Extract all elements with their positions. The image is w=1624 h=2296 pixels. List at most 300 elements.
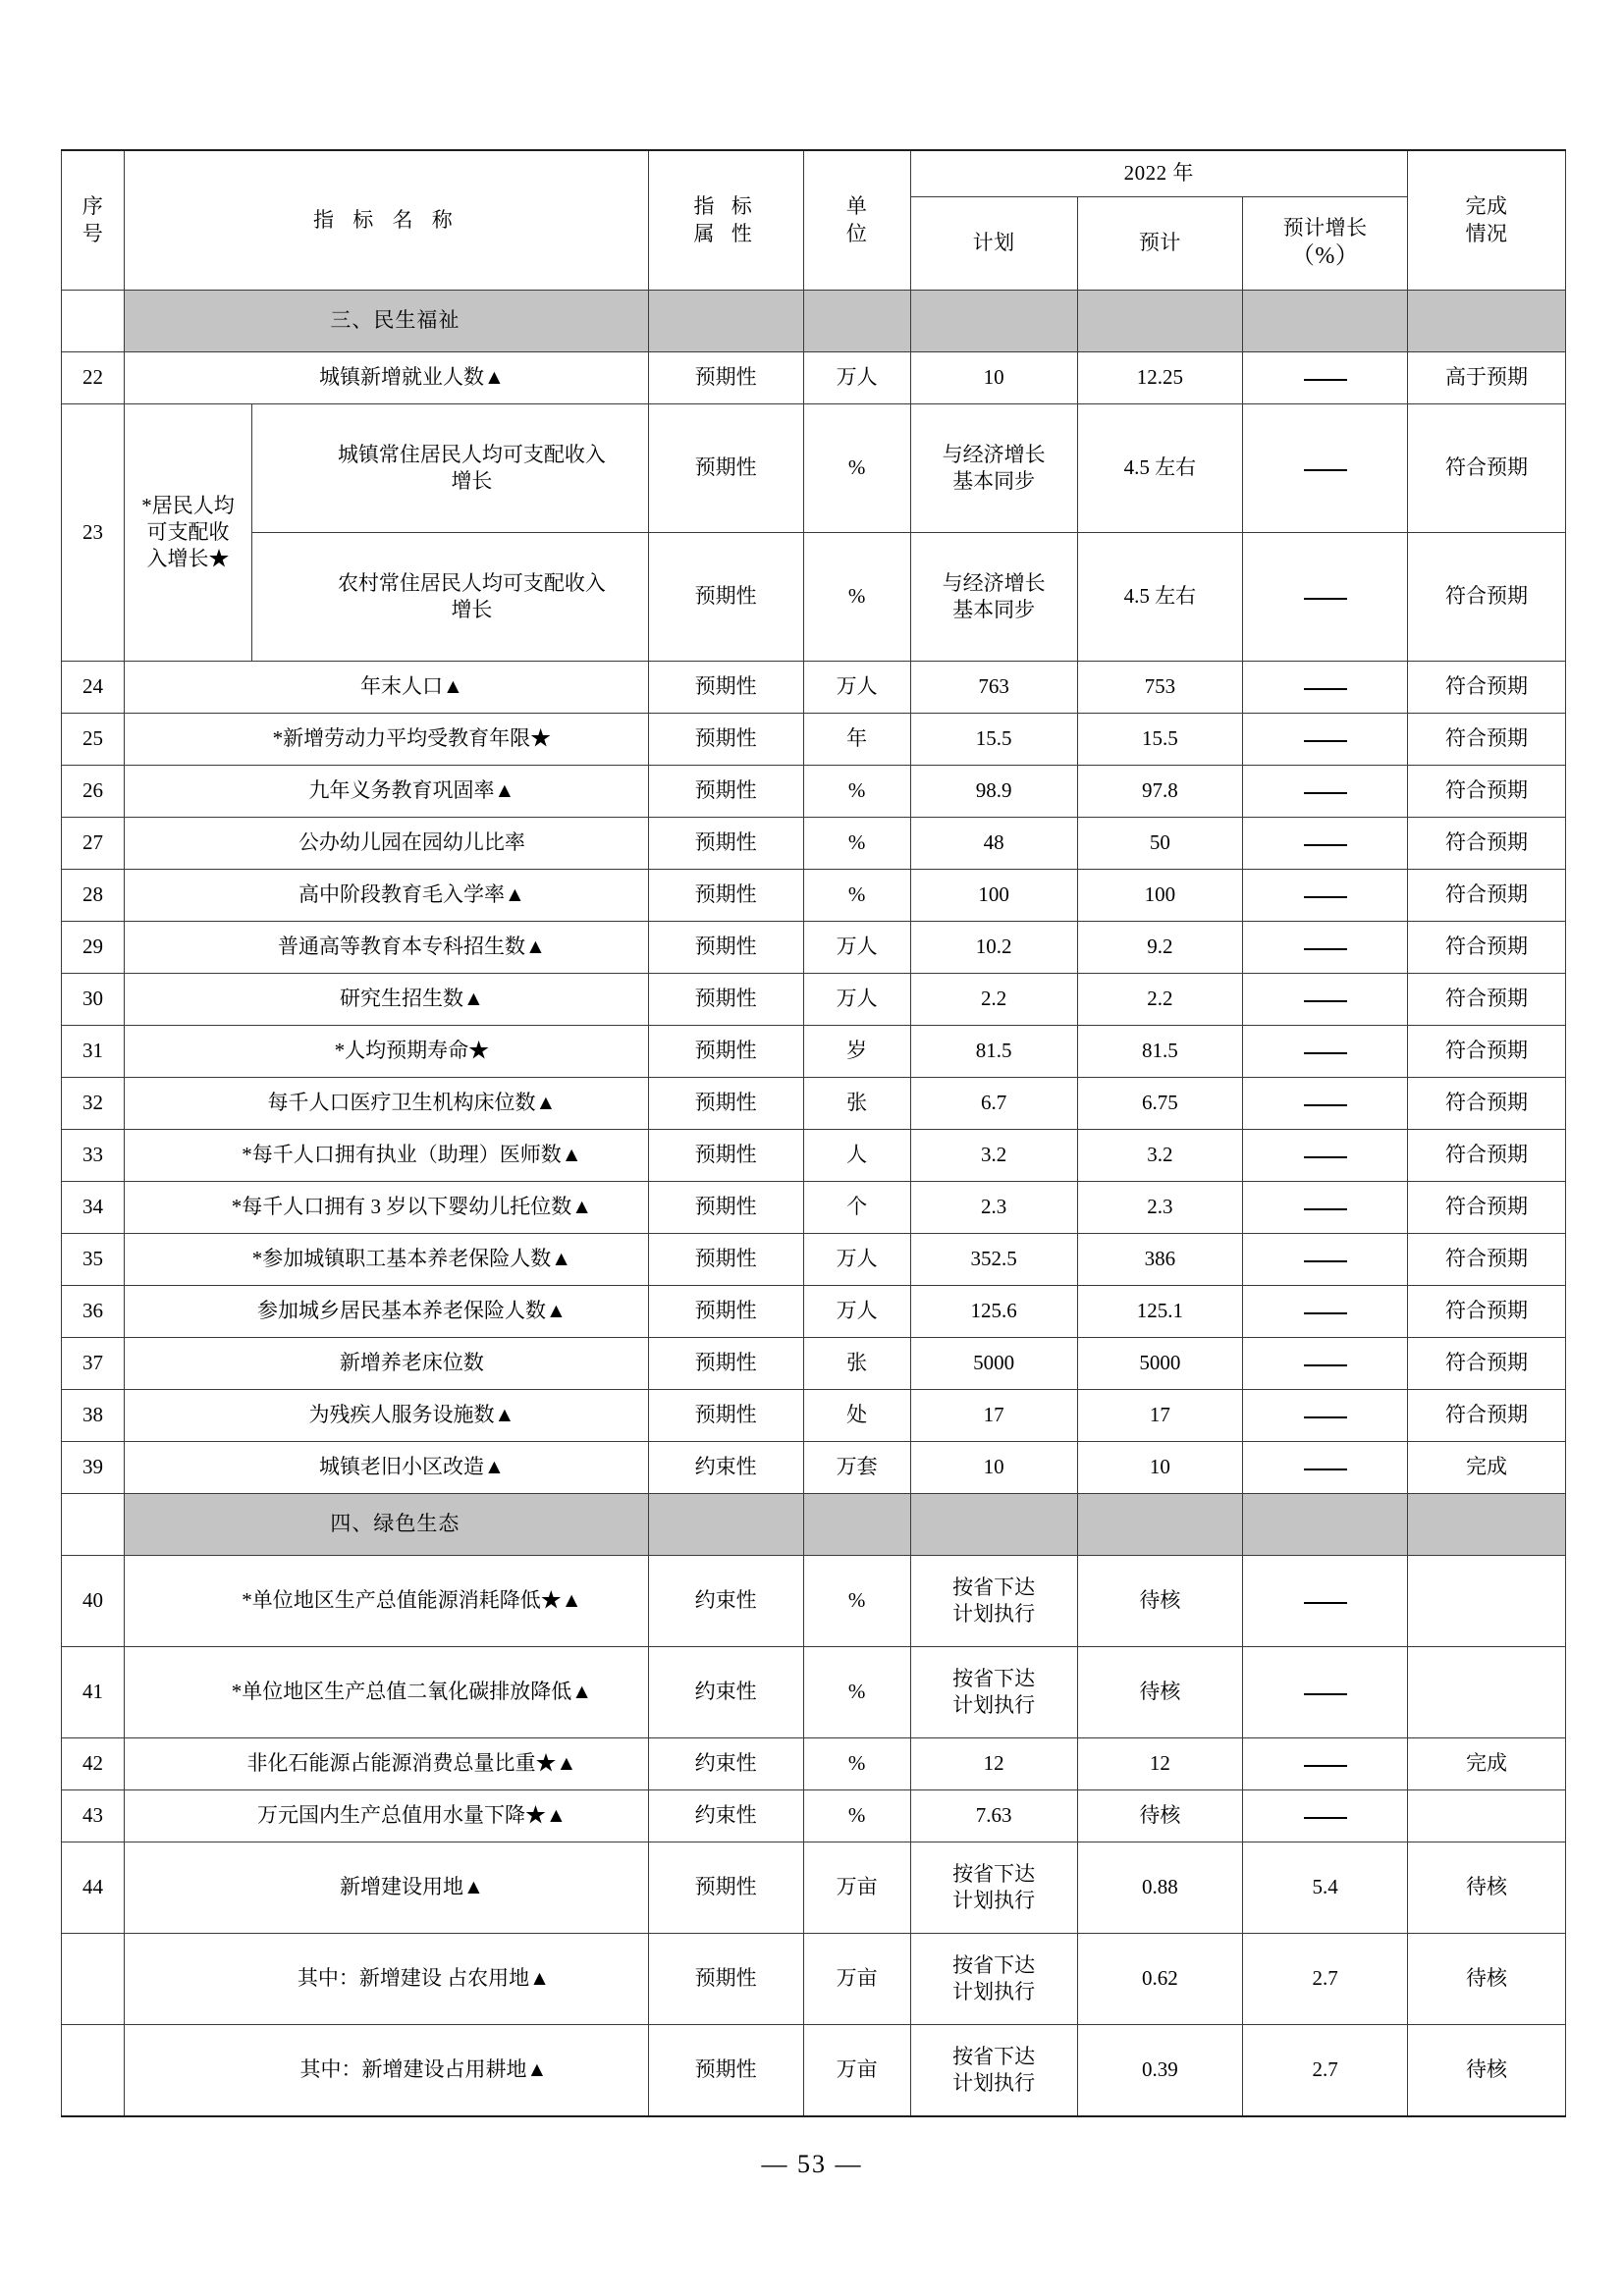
row-indicator-name: 参加城乡居民基本养老保险人数▲	[124, 1286, 648, 1338]
row-plan-line1: 按省下达	[952, 1666, 1036, 1690]
row-plan-line2: 计划执行	[952, 2071, 1036, 2095]
em-dash-icon	[1304, 792, 1347, 794]
row-attribute: 预期性	[648, 1390, 803, 1442]
row-growth	[1243, 352, 1408, 404]
header-completion-line2: 情况	[1465, 221, 1508, 245]
row-attribute: 预期性	[648, 1130, 803, 1182]
row-unit: %	[803, 870, 910, 922]
row-growth	[1243, 1130, 1408, 1182]
merged-label-line2: 可支配收	[146, 519, 230, 544]
row-plan: 3.2	[910, 1130, 1077, 1182]
row-indicator-name: *新增劳动力平均受教育年限★	[124, 714, 648, 766]
row-growth	[1243, 714, 1408, 766]
table-header-group	[62, 150, 1566, 291]
section-blank-grow	[1243, 291, 1408, 352]
section-group-green-ecology	[62, 1494, 1566, 2117]
row-plan-line2: 基本同步	[952, 598, 1036, 621]
row-indicator-name	[252, 404, 649, 533]
row-attribute: 预期性	[648, 533, 803, 662]
section-blank-est	[1077, 291, 1243, 352]
row-plan: 10	[910, 352, 1077, 404]
em-dash-icon	[1304, 1104, 1347, 1106]
row-completion: 符合预期	[1407, 1130, 1565, 1182]
row-plan: 48	[910, 818, 1077, 870]
row-growth	[1243, 922, 1408, 974]
row-plan	[910, 1842, 1077, 1934]
row-estimate: 17	[1077, 1390, 1243, 1442]
row-sequence	[62, 1934, 125, 2025]
row-plan	[910, 1647, 1077, 1738]
row-estimate: 0.62	[1077, 1934, 1243, 2025]
row-attribute: 预期性	[648, 1078, 803, 1130]
table-row	[62, 1234, 1566, 1286]
table-header-row-1	[62, 150, 1566, 197]
row-estimate: 5000	[1077, 1338, 1243, 1390]
row-indicator-name: 普通高等教育本专科招生数▲	[124, 922, 648, 974]
row-name-line1: 农村常住居民人均可支配收入	[337, 570, 606, 595]
row-indicator-name: *每千人口拥有 3 岁以下婴幼儿托位数▲	[124, 1182, 648, 1234]
row-attribute: 预期性	[648, 2025, 803, 2117]
row-indicator-name: 公办幼儿园在园幼儿比率	[124, 818, 648, 870]
row-unit: 万人	[803, 352, 910, 404]
row-unit: 万人	[803, 662, 910, 714]
em-dash-icon	[1304, 1468, 1347, 1470]
row-plan-line2: 计划执行	[952, 1693, 1036, 1717]
row-plan: 763	[910, 662, 1077, 714]
row-indicator-name: 每千人口医疗卫生机构床位数▲	[124, 1078, 648, 1130]
row-unit: 万人	[803, 1234, 910, 1286]
row-completion: 符合预期	[1407, 1026, 1565, 1078]
header-unit	[803, 150, 910, 291]
row-growth	[1243, 766, 1408, 818]
row-completion: 符合预期	[1407, 533, 1565, 662]
row-sequence: 43	[62, 1790, 125, 1842]
row-unit: 岁	[803, 1026, 910, 1078]
row-sequence: 28	[62, 870, 125, 922]
row-attribute: 预期性	[648, 1026, 803, 1078]
table-row	[62, 2025, 1566, 2117]
row-growth	[1243, 1647, 1408, 1738]
row-sequence: 27	[62, 818, 125, 870]
row-attribute: 约束性	[648, 1790, 803, 1842]
row-completion: 符合预期	[1407, 714, 1565, 766]
row-unit: 万人	[803, 922, 910, 974]
em-dash-icon	[1304, 1817, 1347, 1819]
row-unit: 万套	[803, 1442, 910, 1494]
row-sequence: 38	[62, 1390, 125, 1442]
row-plan-line1: 按省下达	[952, 1861, 1036, 1886]
header-unit-line1: 单	[845, 194, 868, 219]
row-attribute: 约束性	[648, 1442, 803, 1494]
row-completion	[1407, 1790, 1565, 1842]
em-dash-icon	[1304, 948, 1347, 950]
em-dash-icon	[1304, 1312, 1347, 1314]
table-row	[62, 1182, 1566, 1234]
row-estimate: 3.2	[1077, 1130, 1243, 1182]
row-plan: 5000	[910, 1338, 1077, 1390]
row-unit: %	[803, 404, 910, 533]
row-merged-indicator-label	[124, 404, 251, 662]
row-unit: 张	[803, 1338, 910, 1390]
row-growth	[1243, 1390, 1408, 1442]
row-growth	[1243, 1286, 1408, 1338]
table-row	[62, 1338, 1566, 1390]
row-attribute: 约束性	[648, 1647, 803, 1738]
table-row	[62, 662, 1566, 714]
row-growth: 2.7	[1243, 1934, 1408, 2025]
row-growth	[1243, 404, 1408, 533]
em-dash-icon	[1304, 844, 1347, 846]
section-blank-attr	[648, 1494, 803, 1556]
row-estimate: 9.2	[1077, 922, 1243, 974]
row-growth	[1243, 533, 1408, 662]
row-indicator-name: 年末人口▲	[124, 662, 648, 714]
row-attribute: 预期性	[648, 404, 803, 533]
row-unit: 万亩	[803, 1842, 910, 1934]
row-unit: %	[803, 1738, 910, 1790]
row-estimate: 12.25	[1077, 352, 1243, 404]
em-dash-icon	[1304, 1156, 1347, 1158]
row-attribute: 预期性	[648, 870, 803, 922]
page-number: — 53 —	[761, 2150, 863, 2178]
header-attribute-line2: 属 性	[693, 221, 758, 245]
row-sequence: 35	[62, 1234, 125, 1286]
section-blank-unit	[803, 291, 910, 352]
row-plan: 7.63	[910, 1790, 1077, 1842]
row-sequence: 23	[62, 404, 125, 662]
row-estimate: 6.75	[1077, 1078, 1243, 1130]
table-row	[62, 870, 1566, 922]
row-sequence: 31	[62, 1026, 125, 1078]
row-growth	[1243, 1182, 1408, 1234]
row-plan: 10.2	[910, 922, 1077, 974]
row-completion: 待核	[1407, 2025, 1565, 2117]
row-completion: 符合预期	[1407, 922, 1565, 974]
row-completion: 符合预期	[1407, 662, 1565, 714]
row-plan: 15.5	[910, 714, 1077, 766]
row-estimate: 386	[1077, 1234, 1243, 1286]
row-estimate: 125.1	[1077, 1286, 1243, 1338]
row-unit: 万人	[803, 974, 910, 1026]
section-seq-blank	[62, 291, 125, 352]
header-sequence	[62, 150, 125, 291]
table-row	[62, 1842, 1566, 1934]
merged-label-line3: 入增长★	[146, 547, 230, 571]
row-indicator-name: 其中：新增建设 占农用地▲	[124, 1934, 648, 2025]
row-name-line2: 增长	[451, 469, 493, 493]
table-row	[62, 533, 1566, 662]
header-sequence-line2: 号	[81, 221, 104, 245]
row-growth	[1243, 1234, 1408, 1286]
row-unit: 年	[803, 714, 910, 766]
em-dash-icon	[1304, 469, 1347, 471]
em-dash-icon	[1304, 379, 1347, 381]
section-header-row-green-ecology	[62, 1494, 1566, 1556]
row-estimate: 4.5 左右	[1077, 533, 1243, 662]
row-estimate: 50	[1077, 818, 1243, 870]
row-indicator-name: 非化石能源占能源消费总量比重★▲	[124, 1738, 648, 1790]
row-attribute: 预期性	[648, 1286, 803, 1338]
row-indicator-name: *参加城镇职工基本养老保险人数▲	[124, 1234, 648, 1286]
row-growth	[1243, 974, 1408, 1026]
row-unit: %	[803, 766, 910, 818]
row-estimate: 0.88	[1077, 1842, 1243, 1934]
row-indicator-name: *人均预期寿命★	[124, 1026, 648, 1078]
em-dash-icon	[1304, 1765, 1347, 1767]
row-sequence: 22	[62, 352, 125, 404]
header-indicator-attribute	[648, 150, 803, 291]
row-completion: 完成	[1407, 1738, 1565, 1790]
row-sequence: 26	[62, 766, 125, 818]
table-row	[62, 1647, 1566, 1738]
row-plan	[910, 2025, 1077, 2117]
table-row	[62, 1556, 1566, 1647]
row-sequence: 41	[62, 1647, 125, 1738]
header-growth	[1243, 197, 1408, 291]
table-row	[62, 1026, 1566, 1078]
section-header-row-livelihood	[62, 291, 1566, 352]
row-plan: 81.5	[910, 1026, 1077, 1078]
header-plan: 计划	[910, 197, 1077, 291]
row-unit: 处	[803, 1390, 910, 1442]
row-indicator-name: 城镇新增就业人数▲	[124, 352, 648, 404]
table-row	[62, 1934, 1566, 2025]
row-sequence: 29	[62, 922, 125, 974]
section-seq-blank	[62, 1494, 125, 1556]
row-attribute: 约束性	[648, 1556, 803, 1647]
row-plan: 12	[910, 1738, 1077, 1790]
header-year-group: 2022 年	[910, 150, 1407, 197]
header-completion-line1: 完成	[1465, 194, 1508, 219]
plan-indicator-table	[61, 149, 1566, 2117]
em-dash-icon	[1304, 688, 1347, 690]
row-sequence: 24	[62, 662, 125, 714]
row-estimate: 待核	[1077, 1790, 1243, 1842]
row-plan: 352.5	[910, 1234, 1077, 1286]
row-plan	[910, 1556, 1077, 1647]
row-plan	[910, 533, 1077, 662]
row-growth	[1243, 662, 1408, 714]
header-indicator-name: 指 标 名 称	[124, 150, 648, 291]
em-dash-icon	[1304, 896, 1347, 898]
row-plan: 100	[910, 870, 1077, 922]
row-plan: 125.6	[910, 1286, 1077, 1338]
row-estimate: 待核	[1077, 1647, 1243, 1738]
plan-indicator-table-container	[61, 149, 1566, 2117]
header-growth-line2: （%）	[1290, 243, 1360, 270]
row-growth	[1243, 1556, 1408, 1647]
row-sequence: 33	[62, 1130, 125, 1182]
header-attribute-line1: 指 标	[693, 194, 758, 219]
row-completion	[1407, 1556, 1565, 1647]
row-sequence: 32	[62, 1078, 125, 1130]
section-blank-grow	[1243, 1494, 1408, 1556]
row-indicator-name: 其中：新增建设占用耕地▲	[124, 2025, 648, 2117]
em-dash-icon	[1304, 1416, 1347, 1418]
row-growth	[1243, 1078, 1408, 1130]
row-plan-line2: 计划执行	[952, 1602, 1036, 1626]
em-dash-icon	[1304, 1208, 1347, 1210]
row-growth	[1243, 818, 1408, 870]
row-sequence: 42	[62, 1738, 125, 1790]
row-estimate: 12	[1077, 1738, 1243, 1790]
row-growth: 5.4	[1243, 1842, 1408, 1934]
table-row	[62, 352, 1566, 404]
row-plan	[910, 404, 1077, 533]
row-indicator-name: *单位地区生产总值能源消耗降低★▲	[124, 1556, 648, 1647]
row-estimate: 2.2	[1077, 974, 1243, 1026]
row-plan-line2: 基本同步	[952, 469, 1036, 493]
row-sequence: 36	[62, 1286, 125, 1338]
row-attribute: 预期性	[648, 1338, 803, 1390]
row-completion: 待核	[1407, 1842, 1565, 1934]
row-unit: 万亩	[803, 2025, 910, 2117]
row-unit: %	[803, 1647, 910, 1738]
row-attribute: 预期性	[648, 714, 803, 766]
row-attribute: 预期性	[648, 818, 803, 870]
row-estimate: 753	[1077, 662, 1243, 714]
table-row	[62, 1078, 1566, 1130]
header-sequence-line1: 序	[81, 194, 104, 219]
row-unit: %	[803, 1556, 910, 1647]
section-label-livelihood: 三、民生福祉	[124, 291, 648, 352]
row-plan-line1: 按省下达	[952, 1575, 1036, 1599]
row-attribute: 预期性	[648, 1842, 803, 1934]
em-dash-icon	[1304, 1052, 1347, 1054]
merged-label-line1: *居民人均	[141, 493, 235, 517]
table-row	[62, 1442, 1566, 1494]
row-unit: 人	[803, 1130, 910, 1182]
em-dash-icon	[1304, 1602, 1347, 1604]
row-indicator-name: 城镇老旧小区改造▲	[124, 1442, 648, 1494]
table-row	[62, 922, 1566, 974]
row-indicator-name: 新增养老床位数	[124, 1338, 648, 1390]
em-dash-icon	[1304, 1000, 1347, 1002]
row-completion: 符合预期	[1407, 1234, 1565, 1286]
row-completion: 符合预期	[1407, 404, 1565, 533]
section-blank-est	[1077, 1494, 1243, 1556]
row-sequence: 44	[62, 1842, 125, 1934]
row-indicator-name: *单位地区生产总值二氧化碳排放降低▲	[124, 1647, 648, 1738]
row-growth: 2.7	[1243, 2025, 1408, 2117]
row-plan: 2.3	[910, 1182, 1077, 1234]
row-plan-line1: 按省下达	[952, 1952, 1036, 1977]
row-completion: 符合预期	[1407, 818, 1565, 870]
row-attribute: 预期性	[648, 662, 803, 714]
row-completion: 符合预期	[1407, 870, 1565, 922]
row-indicator-name: *每千人口拥有执业（助理）医师数▲	[124, 1130, 648, 1182]
em-dash-icon	[1304, 740, 1347, 742]
row-estimate: 100	[1077, 870, 1243, 922]
table-row	[62, 1390, 1566, 1442]
row-completion: 符合预期	[1407, 766, 1565, 818]
row-indicator-name: 为残疾人服务设施数▲	[124, 1390, 648, 1442]
row-indicator-name: 研究生招生数▲	[124, 974, 648, 1026]
header-unit-line2: 位	[845, 221, 868, 245]
row-growth	[1243, 1442, 1408, 1494]
row-plan-line2: 计划执行	[952, 1889, 1036, 1912]
row-indicator-name	[252, 533, 649, 662]
row-completion: 待核	[1407, 1934, 1565, 2025]
row-growth	[1243, 1338, 1408, 1390]
em-dash-icon	[1304, 598, 1347, 600]
table-row	[62, 1286, 1566, 1338]
row-estimate: 97.8	[1077, 766, 1243, 818]
section-blank-done	[1407, 1494, 1565, 1556]
row-estimate: 2.3	[1077, 1182, 1243, 1234]
row-estimate: 10	[1077, 1442, 1243, 1494]
row-plan: 98.9	[910, 766, 1077, 818]
row-sequence: 37	[62, 1338, 125, 1390]
row-unit: %	[803, 533, 910, 662]
row-plan-line1: 与经济增长	[942, 570, 1046, 595]
row-attribute: 预期性	[648, 974, 803, 1026]
row-plan: 2.2	[910, 974, 1077, 1026]
row-attribute: 预期性	[648, 352, 803, 404]
section-blank-plan	[910, 291, 1077, 352]
row-indicator-name: 九年义务教育巩固率▲	[124, 766, 648, 818]
row-completion: 高于预期	[1407, 352, 1565, 404]
row-sequence: 30	[62, 974, 125, 1026]
row-completion	[1407, 1647, 1565, 1738]
row-sequence: 40	[62, 1556, 125, 1647]
row-plan: 6.7	[910, 1078, 1077, 1130]
row-name-line1: 城镇常住居民人均可支配收入	[337, 442, 606, 466]
row-unit: 个	[803, 1182, 910, 1234]
row-sequence: 25	[62, 714, 125, 766]
section-blank-plan	[910, 1494, 1077, 1556]
row-unit: %	[803, 1790, 910, 1842]
em-dash-icon	[1304, 1364, 1347, 1366]
section-blank-attr	[648, 291, 803, 352]
header-completion	[1407, 150, 1565, 291]
table-row	[62, 766, 1566, 818]
row-estimate: 15.5	[1077, 714, 1243, 766]
row-growth	[1243, 1026, 1408, 1078]
row-plan-line1: 按省下达	[952, 2044, 1036, 2068]
table-row	[62, 1738, 1566, 1790]
section-label-green-ecology: 四、绿色生态	[124, 1494, 648, 1556]
row-plan-line1: 与经济增长	[942, 442, 1046, 466]
row-growth	[1243, 1790, 1408, 1842]
row-completion: 符合预期	[1407, 1390, 1565, 1442]
table-row	[62, 404, 1566, 533]
row-completion: 符合预期	[1407, 974, 1565, 1026]
row-indicator-name: 万元国内生产总值用水量下降★▲	[124, 1790, 648, 1842]
row-completion: 符合预期	[1407, 1286, 1565, 1338]
row-attribute: 预期性	[648, 1934, 803, 2025]
row-plan: 10	[910, 1442, 1077, 1494]
row-unit: 张	[803, 1078, 910, 1130]
row-completion: 符合预期	[1407, 1078, 1565, 1130]
table-row	[62, 1130, 1566, 1182]
row-attribute: 预期性	[648, 1182, 803, 1234]
row-unit: 万亩	[803, 1934, 910, 2025]
row-estimate: 0.39	[1077, 2025, 1243, 2117]
row-attribute: 预期性	[648, 766, 803, 818]
section-blank-done	[1407, 291, 1565, 352]
row-indicator-name: 高中阶段教育毛入学率▲	[124, 870, 648, 922]
row-sequence: 34	[62, 1182, 125, 1234]
row-completion: 符合预期	[1407, 1338, 1565, 1390]
row-plan: 17	[910, 1390, 1077, 1442]
row-attribute: 预期性	[648, 922, 803, 974]
row-growth	[1243, 870, 1408, 922]
row-plan	[910, 1934, 1077, 2025]
section-blank-unit	[803, 1494, 910, 1556]
row-growth	[1243, 1738, 1408, 1790]
em-dash-icon	[1304, 1693, 1347, 1695]
